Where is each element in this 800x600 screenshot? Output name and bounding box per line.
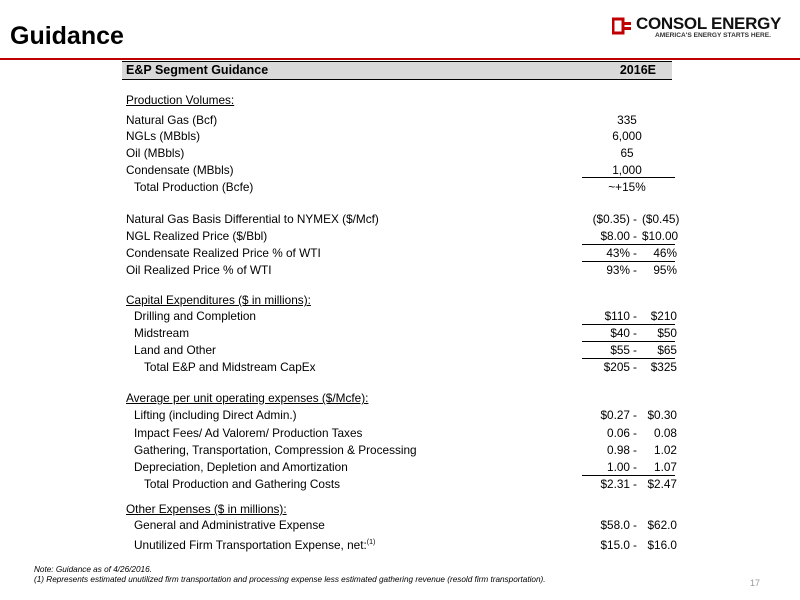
- table-row: Condensate Realized Price % of WTI 43% - 46%: [126, 246, 677, 260]
- table-row: NGL Realized Price ($/Bbl) $8.00 - $10.00: [126, 229, 679, 243]
- table-row: Lifting (including Direct Admin.) $0.27 - $0.30: [134, 408, 677, 422]
- row-rule: [582, 324, 675, 325]
- row-rule: [582, 261, 675, 262]
- table-row: Total Production (Bcfe) ~+15%: [134, 180, 646, 194]
- subtotal-rule: [582, 475, 675, 476]
- page-number: 17: [750, 578, 761, 588]
- section-heading: Other Expenses ($ in millions):: [126, 502, 287, 516]
- table-row: Gathering, Transportation, Compression & Processing 0.98 - 1.02: [134, 443, 677, 457]
- table-row: Natural Gas (Bcf) 335: [126, 113, 637, 127]
- page-title: Guidance: [10, 22, 124, 50]
- table-row: Midstream $40 - $50: [134, 326, 677, 340]
- table-row: Oil (MBbls) 65: [126, 146, 634, 160]
- table-row: Condensate (MBbls) 1,000: [126, 163, 642, 177]
- company-logo: [612, 16, 792, 46]
- subtotal-rule: [582, 358, 675, 359]
- row-rule: [582, 341, 675, 342]
- section-heading: Average per unit operating expenses ($/Mcfe):: [126, 391, 369, 405]
- table-row: Depreciation, Depletion and Amortization 1.00 - 1.07: [134, 460, 677, 474]
- logo-name: CONSOL ENERGY: [636, 14, 782, 33]
- table-row: NGLs (MBbls) 6,000: [126, 129, 642, 143]
- table-row: Oil Realized Price % of WTI 93% - 95%: [126, 263, 677, 277]
- table-row: Total Production and Gathering Costs $2.31 - $2.47: [144, 477, 677, 491]
- guidance-table: [122, 61, 680, 552]
- section-heading: Capital Expenditures ($ in millions):: [126, 293, 311, 307]
- table-year: 2016E: [619, 63, 656, 77]
- table-row: Unutilized Firm Transportation Expense, net:$^{(1)}$ $15.0 - $16.0: [134, 538, 677, 552]
- table-row: Drilling and Completion $110 - $210: [134, 309, 677, 323]
- subtotal-rule: [582, 177, 675, 178]
- row-rule: [582, 244, 675, 245]
- table-title: E&P Segment Guidance: [126, 63, 269, 77]
- footnote-marker: (1): [366, 539, 376, 547]
- table-row: General and Administrative Expense $58.0 - $62.0: [134, 518, 677, 532]
- table-row: Total E&P and Midstream CapEx $205 - $325: [144, 360, 677, 374]
- table-row: Impact Fees/ Ad Valorem/ Production Taxes 0.06 - 0.08: [134, 426, 677, 440]
- logo-tagline: AMERICA'S ENERGY STARTS HERE.: [655, 32, 771, 39]
- footnotes: [34, 565, 546, 585]
- transportation-footnote: (1) Represents estimated unutilized firm transportation and processing expense less estimated gathering revenue (resold firm transportation).: [34, 575, 546, 584]
- guidance-date-note: Note: Guidance as of 4/26/2016.: [34, 565, 152, 574]
- table-row: Land and Other $55 - $65: [134, 343, 677, 357]
- section-heading: Production Volumes:: [126, 93, 235, 107]
- table-row: Natural Gas Basis Differential to NYMEX ($/Mcf) ($0.35) - ($0.45): [126, 212, 680, 226]
- title-divider: [0, 58, 800, 60]
- consol-logo-icon: [612, 17, 632, 35]
- table-header: [122, 61, 672, 80]
